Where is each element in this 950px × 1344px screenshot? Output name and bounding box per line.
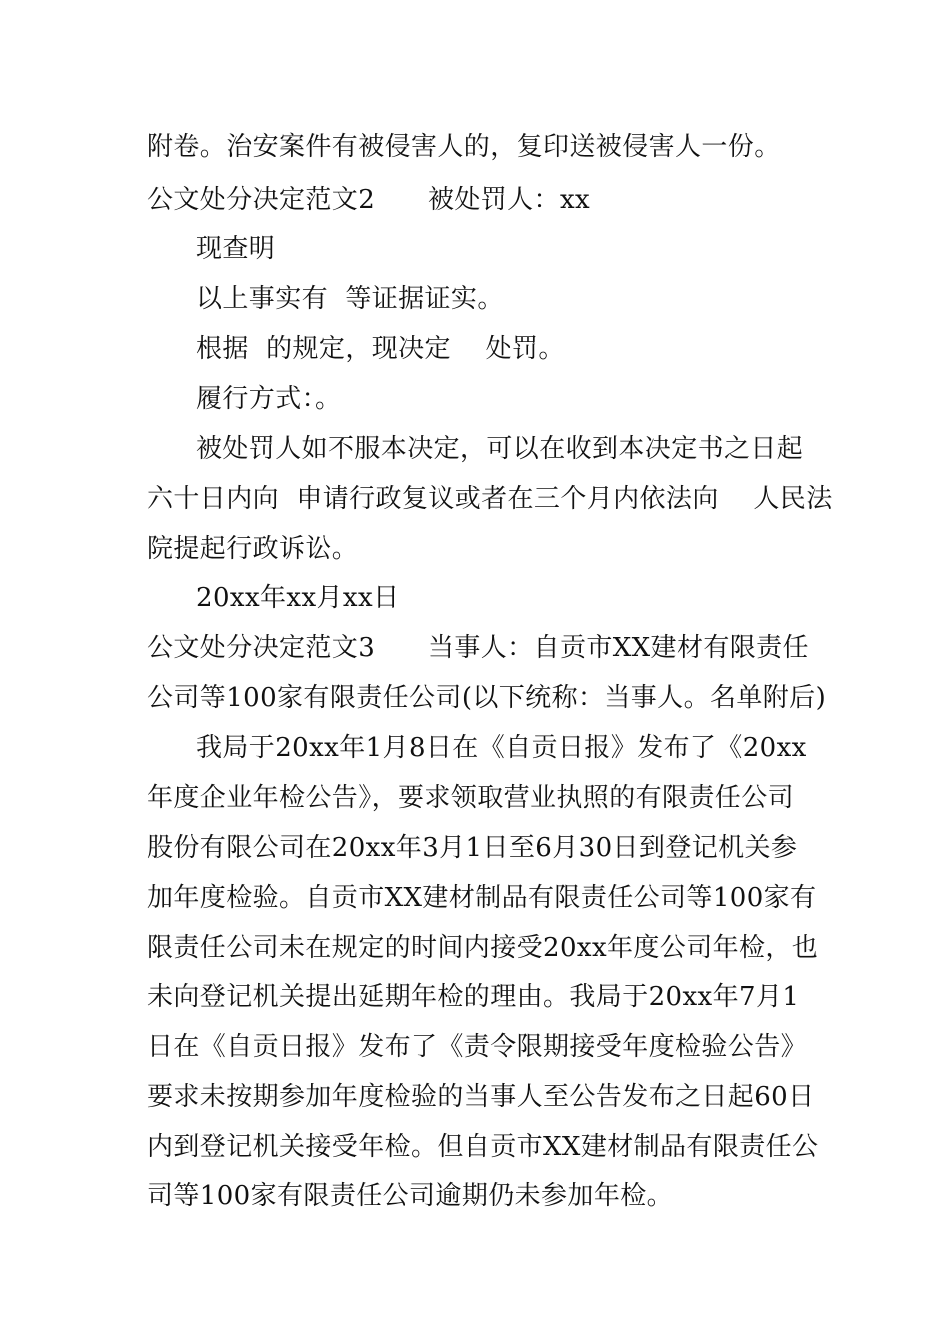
- text-line: 履行方式：。: [196, 384, 342, 414]
- section-heading-2: 公文处分决定范文2 被处罚人：xx: [147, 185, 591, 215]
- text-line: 现查明: [196, 234, 276, 264]
- text-line: 加年度检验。自贡市XX建材制品有限责任公司等100家有: [147, 883, 817, 913]
- text-line: 六十日内向 申请行政复议或者在三个月内依法向 人民法: [147, 484, 833, 514]
- text-line: 公司等100家有限责任公司(以下统称：当事人。名单附后): [147, 683, 827, 713]
- text-line: 日在《自贡日报》发布了《责令限期接受年度检验公告》: [147, 1032, 808, 1062]
- text-line: 要求未按期参加年度检验的当事人至公告发布之日起60日: [147, 1082, 815, 1112]
- text-line: 根据 的规定，现决定 处罚。: [196, 334, 565, 364]
- text-line: 院提起行政诉讼。: [147, 534, 359, 564]
- date-line: 20xx年xx月xx日: [196, 583, 400, 613]
- text-line: 以上事实有 等证据证实。: [196, 284, 504, 314]
- text-line: 限责任公司未在规定的时间内接受20xx年度公司年检，也: [147, 933, 819, 963]
- text-line: 我局于20xx年1月8日在《自贡日报》发布了《20xx: [196, 733, 807, 763]
- section-heading-3: 公文处分决定范文3 当事人：自贡市XX建材有限责任: [147, 633, 809, 663]
- text-line: 司等100家有限责任公司逾期仍未参加年检。: [147, 1181, 674, 1211]
- text-line: 股份有限公司在20xx年3月1日至6月30日到登记机关参: [147, 833, 798, 863]
- text-line: 附卷。治安案件有被侵害人的，复印送被侵害人一份。: [147, 132, 781, 162]
- text-line: 未向登记机关提出延期年检的理由。我局于20xx年7月1: [147, 982, 800, 1012]
- text-line: 年度企业年检公告》，要求领取营业执照的有限责任公司: [147, 783, 795, 813]
- text-line: 内到登记机关接受年检。但自贡市XX建材制品有限责任公: [147, 1132, 819, 1162]
- text-line: 被处罚人如不服本决定，可以在收到本决定书之日起: [196, 434, 804, 464]
